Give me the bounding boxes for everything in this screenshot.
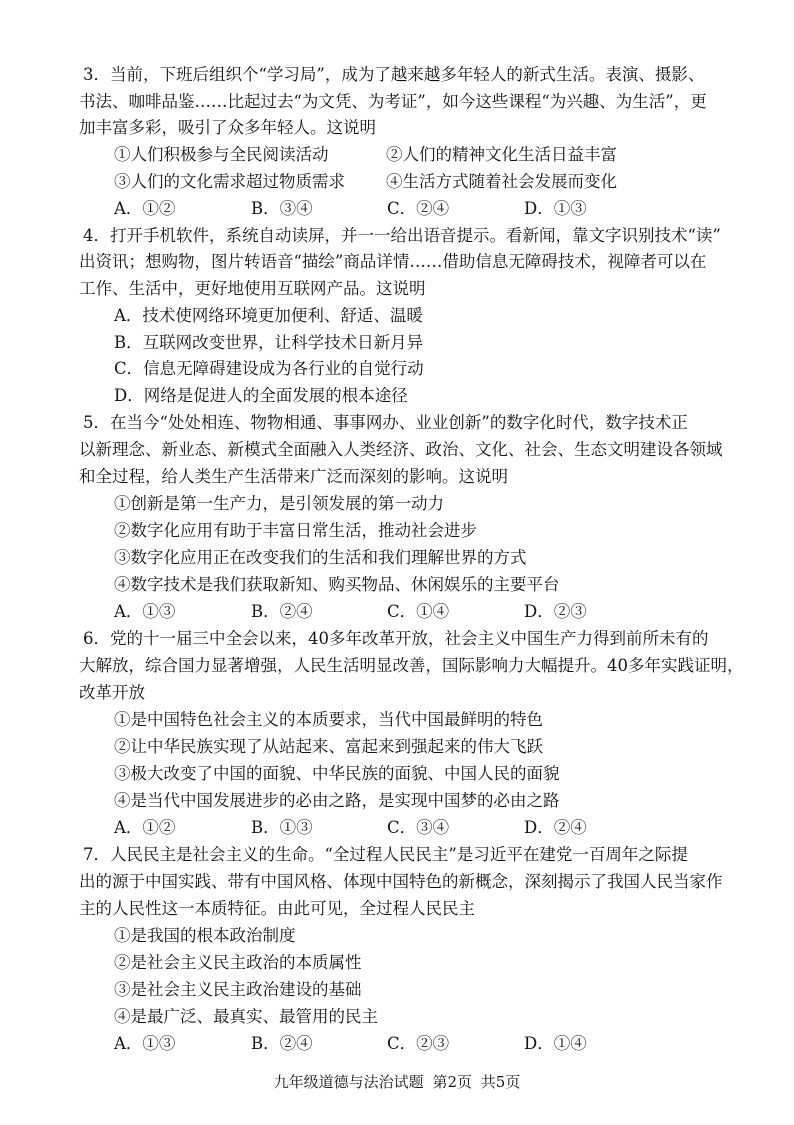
- statement: ④是当代中国发展进步的必由之路，是实现中国梦的必由之路: [114, 791, 560, 810]
- choice-c: C．①④: [387, 602, 450, 621]
- statement: ③极大改变了中国的面貌、中华民族的面貌、中国人民的面貌: [114, 764, 560, 783]
- statement: ③人们的文化需求超过物质需求: [114, 172, 345, 191]
- statement: ②是社会主义民主政治的本质属性: [114, 953, 362, 972]
- choice-d: D．②③: [524, 602, 587, 621]
- page-footer: [0, 1071, 794, 1093]
- choice-d: D．网络是促进人的全面发展的根本途径: [114, 386, 408, 405]
- choice-a: A．①②: [114, 818, 176, 837]
- question-stem-line: 工作、生活中，更好地使用互联网产品。这说明: [79, 279, 426, 298]
- choice-b: B．②④: [251, 1034, 313, 1053]
- question-stem-line: 加丰富多彩，吸引了众多年轻人。这说明: [79, 118, 376, 137]
- question-stem-line: 5．在当今“处处相连、物物相通、事事网办、业业创新”的数字化时代，数字技术正: [83, 413, 688, 432]
- choice-row: [114, 197, 794, 221]
- choice-d: D．②④: [524, 818, 587, 837]
- statement: ③数字化应用正在改变我们的生活和我们理解世界的方式: [114, 548, 527, 567]
- choice-b: B．①③: [251, 818, 313, 837]
- choice-a: A．①③: [114, 602, 176, 621]
- choice-row: [114, 1032, 794, 1056]
- choice-a: A．技术使网络环境更加便利、舒适、温暖: [114, 306, 423, 325]
- statement: ④生活方式随着社会发展而变化: [386, 172, 617, 191]
- statement: ②数字化应用有助于丰富日常生活，推动社会进步: [114, 521, 477, 540]
- question-stem-line: 书法、咖啡品鉴……比起过去“为文凭、为考证”，如今这些课程“为兴趣、为生活”，更: [79, 92, 707, 111]
- choice-d: D．①③: [524, 199, 587, 218]
- statement: ①创新是第一生产力，是引领发展的第一动力: [114, 494, 444, 513]
- statement-row: [114, 170, 794, 194]
- question-stem-line: 6．党的十一届三中全会以来，40多年改革开放，社会主义中国生产力得到前所未有的: [83, 629, 709, 648]
- choice-d: D．①④: [524, 1034, 587, 1053]
- choice-b: B．互联网改变世界，让科学技术日新月异: [114, 333, 424, 352]
- statement-row: [114, 143, 794, 167]
- statement: ①是我国的根本政治制度: [114, 926, 296, 945]
- question-stem-line: 以新理念、新业态、新模式全面融入人类经济、政治、文化、社会、生态文明建设各领域: [79, 440, 723, 459]
- question-stem-line: 出资讯；想购物，图片转语音“描绘”商品详情……借助信息无障碍技术，视障者可以在: [79, 252, 707, 271]
- choice-c: C．②④: [387, 199, 450, 218]
- statement: ①人们积极参与全民阅读活动: [114, 145, 329, 164]
- choice-c: C．②③: [387, 1034, 450, 1053]
- choice-b: B．②④: [251, 602, 313, 621]
- question-stem-line: 大解放，综合国力显著增强，人民生活明显改善，国际影响力大幅提升。40多年实践证明，: [79, 656, 744, 675]
- choice-c: C．信息无障碍建设成为各行业的自觉行动: [114, 359, 424, 378]
- statement: ③是社会主义民主政治建设的基础: [114, 980, 362, 999]
- choice-row: [114, 600, 794, 624]
- question-stem-line: 改革开放: [79, 683, 145, 702]
- statement: ①是中国特色社会主义的本质要求，当代中国最鲜明的特色: [114, 710, 543, 729]
- choice-a: A．①③: [114, 1034, 176, 1053]
- question-stem-line: 4．打开手机软件，系统自动读屏，并一一给出语音提示。看新闻，靠文字识别技术“读”: [83, 226, 721, 245]
- question-stem-line: 主的人民性这一本质特征。由此可见，全过程人民民主: [79, 899, 475, 918]
- question-stem-line: 3．当前，下班后组织个“学习局”，成为了越来越多年轻人的新式生活。表演、摄影、: [83, 65, 705, 84]
- choice-b: B．③④: [251, 199, 313, 218]
- choice-a: A．①②: [114, 199, 176, 218]
- choice-row: [114, 816, 794, 840]
- exam-title: 九年级道德与法治试题: [273, 1073, 424, 1091]
- page-total: 共5页: [480, 1073, 521, 1091]
- statement: ④数字技术是我们获取新知、购买物品、休闲娱乐的主要平台: [114, 575, 560, 594]
- page-number: 第2页: [432, 1073, 472, 1091]
- statement: ②让中华民族实现了从站起来、富起来到强起来的伟大飞跃: [114, 737, 543, 756]
- choice-c: C．③④: [387, 818, 450, 837]
- statement: ②人们的精神文化生活日益丰富: [386, 145, 617, 164]
- question-stem-line: 出的源于中国实践、带有中国风格、体现中国特色的新概念，深刻揭示了我国人民当家作: [79, 872, 723, 891]
- statement: ④是最广泛、最真实、最管用的民主: [114, 1007, 378, 1026]
- question-stem-line: 和全过程，给人类生产生活带来广泛而深刻的影响。这说明: [79, 467, 508, 486]
- question-stem-line: 7．人民民主是社会主义的生命。“全过程人民民主”是习近平在建党一百周年之际提: [83, 845, 688, 864]
